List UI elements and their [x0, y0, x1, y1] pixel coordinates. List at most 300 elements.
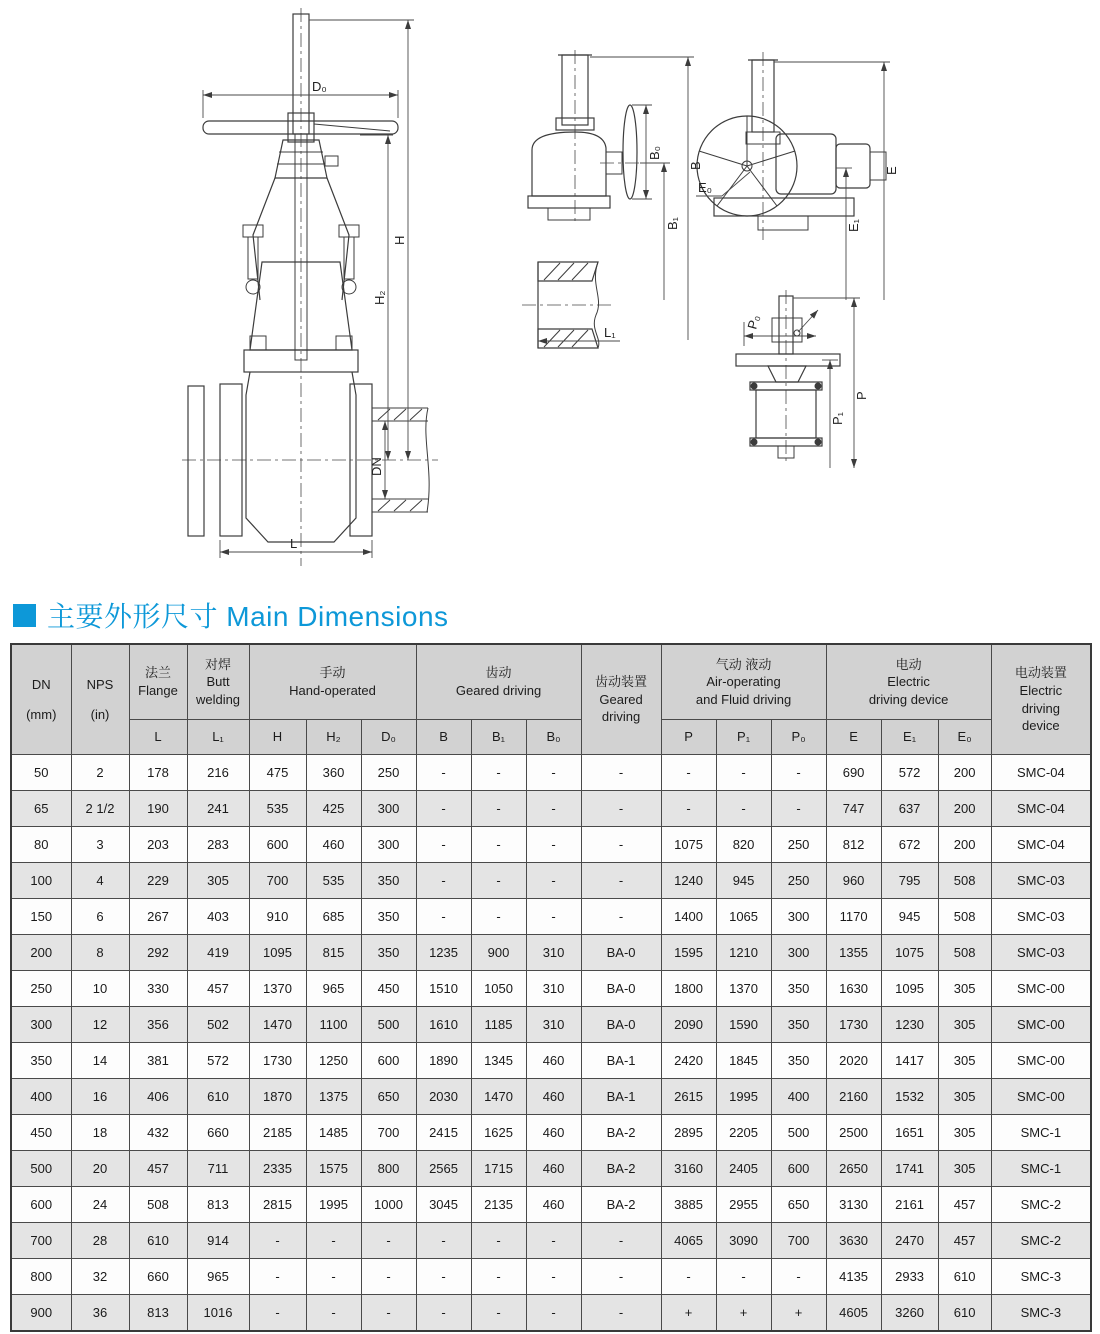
table-cell: -: [416, 755, 471, 791]
table-cell: SMC-03: [991, 863, 1091, 899]
dim-label-b1: B₁: [665, 216, 680, 230]
table-cell: 4135: [826, 1259, 881, 1295]
table-cell: 450: [11, 1115, 71, 1151]
table-cell: 2615: [661, 1079, 716, 1115]
table-cell: 1651: [881, 1115, 938, 1151]
header-line: 齿动装置: [595, 674, 648, 690]
table-cell: 350: [11, 1043, 71, 1079]
table-cell: 330: [129, 971, 187, 1007]
table-cell: 305: [187, 863, 249, 899]
table-cell: 250: [11, 971, 71, 1007]
table-cell: 1345: [471, 1043, 526, 1079]
table-cell: BA-0: [581, 1007, 661, 1043]
table-cell: SMC-3: [991, 1295, 1091, 1332]
table-cell: 457: [129, 1151, 187, 1187]
dim-label-h: H: [392, 235, 407, 245]
header-line: Hand-operated: [289, 683, 376, 698]
table-cell: SMC-03: [991, 899, 1091, 935]
table-cell: 356: [129, 1007, 187, 1043]
table-cell: 460: [526, 1079, 581, 1115]
table-cell: 1845: [716, 1043, 771, 1079]
table-cell: 1050: [471, 971, 526, 1007]
table-cell: SMC-04: [991, 791, 1091, 827]
table-cell: 4605: [826, 1295, 881, 1332]
table-cell: 600: [771, 1151, 826, 1187]
table-cell: 813: [129, 1295, 187, 1332]
table-cell: -: [471, 899, 526, 935]
table-cell: 241: [187, 791, 249, 827]
col-subheader-p: P: [661, 720, 716, 755]
table-cell: 1075: [881, 935, 938, 971]
table-cell: 600: [11, 1187, 71, 1223]
table-cell: 2415: [416, 1115, 471, 1151]
table-cell: 450: [361, 971, 416, 1007]
table-cell: 508: [938, 935, 991, 971]
table-cell: 2 1/2: [71, 791, 129, 827]
table-cell: -: [581, 791, 661, 827]
table-cell: 1730: [249, 1043, 306, 1079]
col-subheader-d0: D₀: [361, 720, 416, 755]
table-cell: 28: [71, 1223, 129, 1259]
table-cell: 2500: [826, 1115, 881, 1151]
dim-label-b0: B₀: [647, 145, 662, 160]
table-cell: -: [249, 1223, 306, 1259]
dim-label-dn: DN: [369, 457, 384, 476]
table-cell: 795: [881, 863, 938, 899]
table-cell: 1235: [416, 935, 471, 971]
table-cell: 310: [526, 971, 581, 1007]
table-cell: 65: [11, 791, 71, 827]
table-cell: 36: [71, 1295, 129, 1332]
table-cell: 32: [71, 1259, 129, 1295]
table-cell: 4: [71, 863, 129, 899]
table-cell: -: [306, 1295, 361, 1332]
table-cell: SMC-04: [991, 755, 1091, 791]
dim-label-p0: P₀: [744, 313, 763, 331]
table-cell: 1610: [416, 1007, 471, 1043]
table-cell: BA-2: [581, 1187, 661, 1223]
table-cell: 672: [881, 827, 938, 863]
header-line: Air-operating: [706, 674, 781, 690]
table-cell: 1741: [881, 1151, 938, 1187]
table-cell: 1240: [661, 863, 716, 899]
table-cell: SMC-03: [991, 935, 1091, 971]
col-subheader-h: H: [249, 720, 306, 755]
table-cell: 3130: [826, 1187, 881, 1223]
table-cell: SMC-00: [991, 971, 1091, 1007]
table-cell: 460: [526, 1151, 581, 1187]
table-cell: -: [526, 755, 581, 791]
table-cell: BA-1: [581, 1079, 661, 1115]
table-cell: 3045: [416, 1187, 471, 1223]
table-cell: BA-1: [581, 1043, 661, 1079]
table-cell: 1575: [306, 1151, 361, 1187]
table-row: [11, 1151, 1091, 1187]
table-cell: 1400: [661, 899, 716, 935]
header-line: Electric: [1019, 682, 1063, 698]
table-cell: +: [661, 1295, 716, 1332]
col-header-electric-device: [991, 644, 1091, 755]
table-cell: -: [416, 1223, 471, 1259]
dim-label-e: E: [884, 166, 899, 175]
table-row: [11, 935, 1091, 971]
table-cell: 1355: [826, 935, 881, 971]
table-cell: 80: [11, 827, 71, 863]
table-cell: -: [581, 755, 661, 791]
table-body: [11, 755, 1091, 1332]
table-cell: 711: [187, 1151, 249, 1187]
header-line: Flange: [138, 683, 178, 698]
table-row: [11, 1187, 1091, 1223]
table-cell: 300: [361, 827, 416, 863]
table-cell: 350: [771, 971, 826, 1007]
header-line: 对焊: [204, 656, 231, 672]
table-cell: 3260: [881, 1295, 938, 1332]
table-cell: 1730: [826, 1007, 881, 1043]
table-cell: 2160: [826, 1079, 881, 1115]
table-cell: 1185: [471, 1007, 526, 1043]
table-cell: 815: [306, 935, 361, 971]
table-cell: 267: [129, 899, 187, 935]
header-line: welding: [195, 691, 241, 707]
table-cell: 400: [771, 1079, 826, 1115]
table-cell: 1370: [249, 971, 306, 1007]
header-line: driving device: [868, 691, 949, 707]
header-line: Butt: [206, 674, 230, 690]
table-cell: 500: [361, 1007, 416, 1043]
dim-label-e0: E₀: [698, 180, 713, 195]
col-subheader-p1: P₁: [716, 720, 771, 755]
col-header-geared-device: [581, 644, 661, 755]
table-cell: BA-2: [581, 1151, 661, 1187]
table-cell: -: [771, 1259, 826, 1295]
table-cell: 350: [361, 863, 416, 899]
table-cell: -: [581, 1295, 661, 1332]
table-cell: 24: [71, 1187, 129, 1223]
table-cell: 700: [11, 1223, 71, 1259]
table-cell: 500: [771, 1115, 826, 1151]
table-cell: -: [581, 899, 661, 935]
table-cell: 4065: [661, 1223, 716, 1259]
table-cell: 2815: [249, 1187, 306, 1223]
header-line: device: [1022, 718, 1060, 734]
table-cell: 460: [526, 1043, 581, 1079]
table-cell: 300: [771, 899, 826, 935]
table-cell: 305: [938, 1043, 991, 1079]
col-subheader-b: B: [416, 720, 471, 755]
header-line: 电动: [895, 656, 922, 672]
table-cell: -: [249, 1295, 306, 1332]
table-cell: 1230: [881, 1007, 938, 1043]
table-cell: -: [361, 1295, 416, 1332]
section-bullet-icon: [13, 604, 36, 627]
table-cell: 508: [938, 863, 991, 899]
dim-label-h2: H₂: [372, 290, 387, 305]
table-cell: 572: [187, 1043, 249, 1079]
table-cell: 650: [771, 1187, 826, 1223]
table-row: [11, 1223, 1091, 1259]
table-cell: 283: [187, 827, 249, 863]
table-cell: -: [526, 899, 581, 935]
table-cell: 305: [938, 971, 991, 1007]
table-cell: 310: [526, 935, 581, 971]
table-cell: -: [471, 1259, 526, 1295]
table-cell: 2895: [661, 1115, 716, 1151]
table-cell: 3160: [661, 1151, 716, 1187]
table-cell: 18: [71, 1115, 129, 1151]
table-cell: -: [416, 863, 471, 899]
table-cell: 2090: [661, 1007, 716, 1043]
col-subheader-e1: E₁: [881, 720, 938, 755]
header-line: 气动 液动: [715, 656, 772, 672]
table-cell: -: [526, 827, 581, 863]
table-cell: 350: [361, 899, 416, 935]
table-cell: 610: [187, 1079, 249, 1115]
table-cell: 1630: [826, 971, 881, 1007]
table-cell: 419: [187, 935, 249, 971]
page-title: 主要外形尺寸 Main Dimensions: [47, 601, 449, 632]
electric-actuator-drawing: [696, 52, 899, 300]
table-cell: 150: [11, 899, 71, 935]
table-cell: 1170: [826, 899, 881, 935]
table-cell: 3885: [661, 1187, 716, 1223]
table-cell: 457: [187, 971, 249, 1007]
table-cell: 460: [526, 1115, 581, 1151]
header-line: 电动装置: [1014, 665, 1067, 681]
table-cell: -: [526, 791, 581, 827]
table-cell: 610: [938, 1259, 991, 1295]
technical-drawings: [0, 0, 1100, 585]
table-cell: -: [771, 755, 826, 791]
table-row: [11, 1115, 1091, 1151]
table-cell: 50: [11, 755, 71, 791]
table-cell: -: [716, 791, 771, 827]
table-cell: 1065: [716, 899, 771, 935]
table-cell: 960: [826, 863, 881, 899]
table-cell: 1210: [716, 935, 771, 971]
col-subheader-b1: B₁: [471, 720, 526, 755]
table-cell: -: [771, 791, 826, 827]
table-cell: SMC-2: [991, 1223, 1091, 1259]
table-cell: 305: [938, 1079, 991, 1115]
table-cell: 600: [249, 827, 306, 863]
dim-label-p: P: [854, 391, 869, 400]
table-cell: 2955: [716, 1187, 771, 1223]
table-cell: 1532: [881, 1079, 938, 1115]
table-cell: -: [716, 1259, 771, 1295]
col-subheader-l: L: [129, 720, 187, 755]
header-line: DN: [31, 676, 51, 692]
table-cell: 945: [716, 863, 771, 899]
table-cell: -: [471, 863, 526, 899]
table-cell: 600: [361, 1043, 416, 1079]
table-cell: -: [416, 1295, 471, 1332]
table-cell: 6: [71, 899, 129, 935]
table-cell: SMC-04: [991, 827, 1091, 863]
table-cell: 610: [129, 1223, 187, 1259]
header-line: Geared: [599, 691, 643, 707]
table-row: [11, 1007, 1091, 1043]
col-header-electric-driving: [826, 644, 991, 720]
table-cell: 1485: [306, 1115, 361, 1151]
table-cell: 1095: [881, 971, 938, 1007]
table-cell: 250: [771, 827, 826, 863]
table-cell: 305: [938, 1115, 991, 1151]
table-cell: 250: [771, 863, 826, 899]
gear-actuator-drawing: [528, 50, 703, 340]
col-subheader-p0: P₀: [771, 720, 826, 755]
table-cell: 406: [129, 1079, 187, 1115]
table-cell: 2020: [826, 1043, 881, 1079]
table-cell: 2650: [826, 1151, 881, 1187]
dim-label-d0: D₀: [312, 79, 327, 94]
table-cell: 965: [187, 1259, 249, 1295]
table-cell: 20: [71, 1151, 129, 1187]
table-cell: 800: [361, 1151, 416, 1187]
table-cell: 432: [129, 1115, 187, 1151]
table-cell: 178: [129, 755, 187, 791]
table-cell: BA-2: [581, 1115, 661, 1151]
table-cell: SMC-1: [991, 1115, 1091, 1151]
table-cell: 535: [249, 791, 306, 827]
table-cell: 1590: [716, 1007, 771, 1043]
table-cell: 910: [249, 899, 306, 935]
header-line: (in): [90, 706, 110, 722]
table-cell: 508: [129, 1187, 187, 1223]
table-cell: 16: [71, 1079, 129, 1115]
table-cell: 200: [938, 755, 991, 791]
table-cell: 100: [11, 863, 71, 899]
table-cell: -: [416, 827, 471, 863]
table-cell: 1870: [249, 1079, 306, 1115]
table-row: [11, 971, 1091, 1007]
col-subheader-e: E: [826, 720, 881, 755]
table-cell: -: [471, 1223, 526, 1259]
dim-label-p1: P₁: [830, 411, 845, 425]
table-cell: -: [361, 1223, 416, 1259]
table-cell: -: [581, 827, 661, 863]
table-cell: 310: [526, 1007, 581, 1043]
table-cell: 3090: [716, 1223, 771, 1259]
table-cell: 425: [306, 791, 361, 827]
col-subheader-e0: E₀: [938, 720, 991, 755]
table-cell: 2030: [416, 1079, 471, 1115]
table-cell: 1470: [249, 1007, 306, 1043]
table-cell: SMC-00: [991, 1043, 1091, 1079]
table-cell: -: [661, 791, 716, 827]
col-subheader-h2: H₂: [306, 720, 361, 755]
table-cell: 965: [306, 971, 361, 1007]
header-line: and Fluid driving: [695, 691, 792, 707]
table-cell: SMC-1: [991, 1151, 1091, 1187]
col-header-geared-driving: [416, 644, 581, 720]
table-cell: 1000: [361, 1187, 416, 1223]
table-cell: -: [416, 1259, 471, 1295]
table-cell: 637: [881, 791, 938, 827]
table-cell: -: [526, 1295, 581, 1332]
table-cell: 945: [881, 899, 938, 935]
table-cell: 1470: [471, 1079, 526, 1115]
table-cell: +: [771, 1295, 826, 1332]
table-cell: 3630: [826, 1223, 881, 1259]
table-row: [11, 827, 1091, 863]
table-cell: 200: [11, 935, 71, 971]
table-cell: -: [471, 1295, 526, 1332]
table-cell: 1100: [306, 1007, 361, 1043]
table-cell: 1890: [416, 1043, 471, 1079]
col-header-flange: [129, 644, 187, 720]
table-row: [11, 755, 1091, 791]
table-cell: 2135: [471, 1187, 526, 1223]
table-cell: 1595: [661, 935, 716, 971]
table-cell: 381: [129, 1043, 187, 1079]
table-cell: -: [581, 1223, 661, 1259]
col-header-dn: [11, 644, 71, 755]
table-cell: 700: [249, 863, 306, 899]
table-cell: 2405: [716, 1151, 771, 1187]
table-cell: -: [581, 1259, 661, 1295]
table-row: [11, 1259, 1091, 1295]
table-cell: -: [581, 863, 661, 899]
col-header-hand-operated: [249, 644, 416, 720]
table-cell: 800: [11, 1259, 71, 1295]
table-cell: -: [661, 1259, 716, 1295]
table-cell: 350: [771, 1043, 826, 1079]
table-cell: 2420: [661, 1043, 716, 1079]
table-row: [11, 1295, 1091, 1332]
table-cell: 203: [129, 827, 187, 863]
table-cell: 3: [71, 827, 129, 863]
table-cell: 1375: [306, 1079, 361, 1115]
table-cell: -: [306, 1259, 361, 1295]
pneumatic-actuator-drawing: [736, 290, 869, 468]
dim-label-b: B: [688, 161, 703, 170]
table-cell: 747: [826, 791, 881, 827]
header-line: driving: [1021, 700, 1060, 716]
table-cell: 610: [938, 1295, 991, 1332]
dim-label-l: L: [290, 536, 298, 551]
table-cell: 305: [938, 1007, 991, 1043]
dim-label-l1: L₁: [604, 325, 616, 340]
table-cell: -: [416, 899, 471, 935]
table-cell: 460: [526, 1187, 581, 1223]
table-cell: BA-0: [581, 971, 661, 1007]
table-cell: 8: [71, 935, 129, 971]
table-cell: 900: [471, 935, 526, 971]
table-cell: 813: [187, 1187, 249, 1223]
table-cell: SMC-00: [991, 1007, 1091, 1043]
col-header-air-fluid-driving: [661, 644, 826, 720]
table-cell: 1510: [416, 971, 471, 1007]
table-cell: 685: [306, 899, 361, 935]
table-cell: 305: [938, 1151, 991, 1187]
table-cell: 900: [11, 1295, 71, 1332]
table-cell: -: [471, 791, 526, 827]
table-cell: 14: [71, 1043, 129, 1079]
table-cell: -: [526, 1259, 581, 1295]
header-line: 法兰: [144, 665, 171, 681]
table-cell: 914: [187, 1223, 249, 1259]
table-cell: 300: [771, 935, 826, 971]
table-cell: 650: [361, 1079, 416, 1115]
main-dimensions-table: [10, 643, 1092, 1332]
table-row: [11, 899, 1091, 935]
table-cell: 690: [826, 755, 881, 791]
table-cell: 229: [129, 863, 187, 899]
table-cell: 1715: [471, 1151, 526, 1187]
table-cell: 292: [129, 935, 187, 971]
gate-valve-drawing: [182, 8, 438, 566]
